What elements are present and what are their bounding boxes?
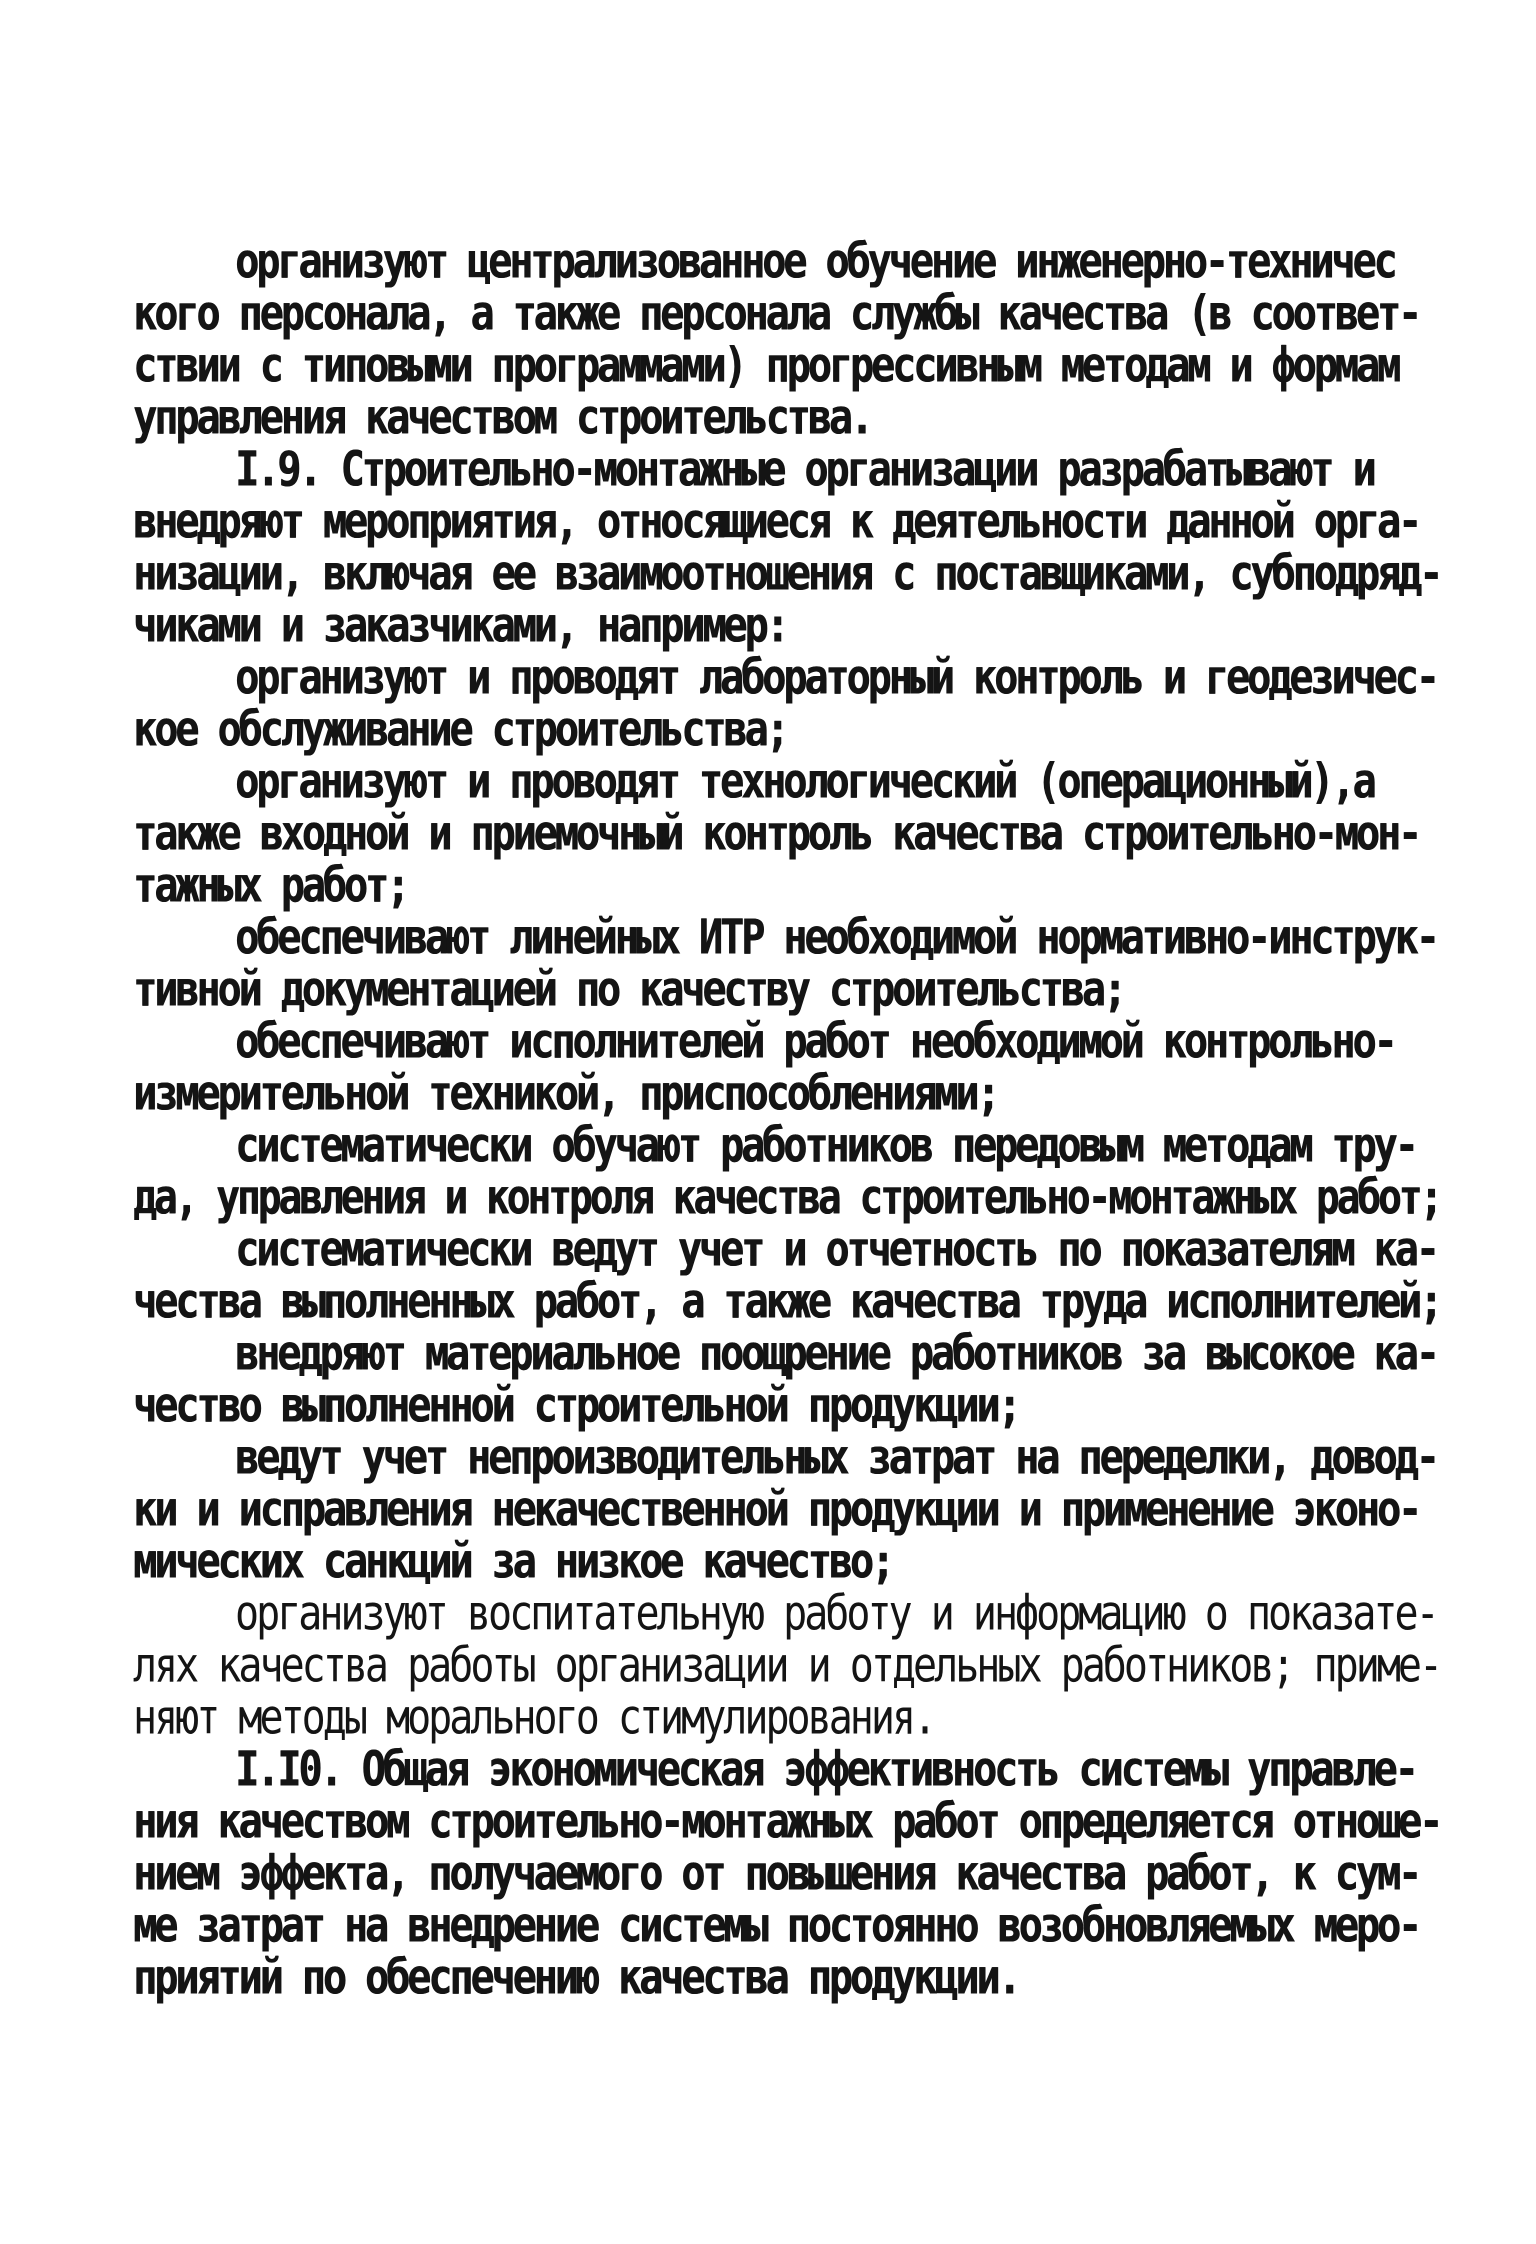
text-line: чиками и заказчиками, например:	[133, 598, 787, 654]
text-line: организуют централизованное обучение инженерно-техничес	[235, 234, 1395, 290]
text-line: измерительной техникой, приспособлениями;	[133, 1066, 998, 1122]
text-line: да, управления и контроля качества строительно-монтажных работ;	[133, 1170, 1441, 1226]
text-line: приятий по обеспечению качества продукции.	[133, 1950, 1019, 2006]
text-line: кого персонала, а также персонала службы качества (в соответ-	[133, 286, 1420, 342]
text-line: чество выполненной строительной продукции;	[133, 1378, 1019, 1434]
text-line: также входной и приемочный контроль качества строительно-мон-	[133, 806, 1420, 862]
text-line: организуют и проводят лабораторный контроль и геодезичес-	[235, 650, 1437, 706]
text-line: ния качеством строительно-монтажных работ определяется отноше-	[133, 1794, 1441, 1850]
text-line: ствии с типовыми программами) прогрессивным методам и формам	[133, 338, 1398, 394]
text-line: систематически ведут учет и отчетность по показателям ка-	[235, 1222, 1437, 1278]
text-line: тивной документацией по качеству строительства;	[133, 962, 1124, 1018]
text-line: ме затрат на внедрение системы постоянно возобновляемых меро-	[133, 1898, 1420, 1954]
text-line: обеспечивают исполнителей работ необходимой контрольно-	[235, 1014, 1395, 1070]
text-line: нием эффекта, получаемого от повышения качества работ, к сум-	[133, 1846, 1420, 1902]
text-line: управления качеством строительства.	[133, 390, 871, 446]
text-line: мических санкций за низкое качество;	[133, 1534, 892, 1590]
text-line: организуют и проводят технологический (операционный),а	[235, 754, 1374, 810]
text-line: внедряют материальное поощрение работников за высокое ка-	[235, 1326, 1437, 1382]
text-line: систематически обучают работников передовым методам тру-	[235, 1118, 1416, 1174]
text-line: кое обслуживание строительства;	[133, 702, 787, 758]
text-line: ведут учет непроизводительных затрат на переделки, довод-	[235, 1430, 1437, 1486]
text-line: лях качества работы организации и отдельных работников; приме-	[133, 1638, 1441, 1694]
text-line: няют методы морального стимулирования.	[133, 1690, 935, 1746]
text-line: внедряют мероприятия, относящиеся к деятельности данной орга-	[133, 494, 1420, 550]
text-line: обеспечивают линейных ИТР необходимой нормативно-инструк-	[235, 910, 1437, 966]
text-line: I.I0. Общая экономическая эффективность системы управле-	[235, 1742, 1416, 1798]
text-line: чества выполненных работ, а также качества труда исполнителей;	[133, 1274, 1441, 1330]
text-line: низации, включая ее взаимоотношения с поставщиками, субподряд-	[133, 546, 1441, 602]
text-line: тажных работ;	[133, 858, 408, 914]
text-line: ки и исправления некачественной продукции и применение эконо-	[133, 1482, 1420, 1538]
text-line: I.9. Строительно-монтажные организации разрабатывают и	[235, 442, 1374, 498]
text-line: организуют воспитательную работу и информацию о показате-	[235, 1586, 1437, 1642]
